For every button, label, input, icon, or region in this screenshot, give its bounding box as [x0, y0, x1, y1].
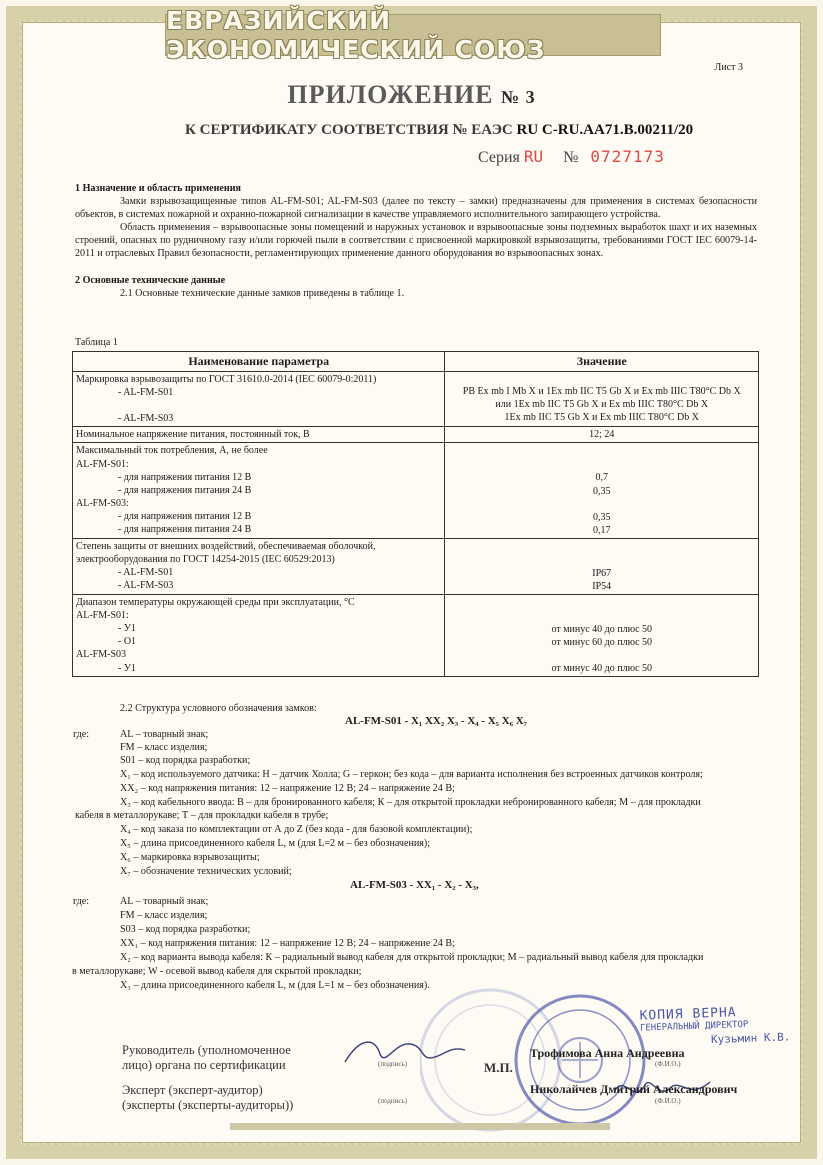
legend-line: S01 – код порядка разработки; [120, 755, 251, 766]
row-value: или 1Ex mb IIC T5 Gb X и Ex mb IIIC T80°C Db X [495, 399, 709, 411]
copy-certified-stamp [639, 1004, 790, 1048]
section1-paragraph1: Замки взрывозащищенные типов AL-FM-S01; AL-FM-S03 (далее по тексту – замки) предназначены для применения в системах безопасности объектов, в системах пожарной и охранно-пожарной сигнализации в качестве управляемого исполнительного запирающего устройства. [75, 196, 757, 221]
row-value: 0,7 [595, 472, 608, 484]
table-row [73, 538, 759, 594]
spec-table [72, 351, 759, 677]
form-number: 0727173 [590, 147, 665, 166]
series-line [478, 147, 665, 167]
row-param: Максимальный ток потребления, А, не более [76, 445, 268, 457]
legend-line: X₄ – код заказа по комплектации от А до Z (без кода - для базовой комплектации); [120, 824, 473, 835]
series-label: Серия [478, 149, 520, 166]
row-sub: - О1 [118, 636, 137, 648]
row-value: 12; 24 [445, 427, 759, 443]
signature-caption: (подпись) [378, 1060, 408, 1068]
series-code: RU [523, 147, 544, 166]
fio-caption: (Ф.И.О.) [655, 1060, 681, 1068]
formula-s03: AL-FM-S03 - XX₁ - X₂ - X₃, [350, 879, 479, 891]
column-header-parameter: Наименование параметра [73, 352, 445, 372]
legend-line: FM – класс изделия; [120, 910, 208, 921]
expert-label-line2: (эксперты (эксперты-аудиторы)) [122, 1098, 294, 1112]
legend-line: кабеля в металлорукаве; Т – для прокладки кабеля в трубе; [75, 810, 329, 821]
where-label: где: [73, 896, 90, 907]
legend-line: X₁ – код используемого датчика: Н – датчик Холла; G – геркон; без кода – для варианта исполнения без встроенных датчиков контроля; [120, 769, 703, 780]
row-sub: - AL-FM-S03 [118, 580, 174, 592]
stamp-line: Кузьмин К.В. [710, 1030, 791, 1047]
row-sub: - У1 [118, 662, 136, 674]
row-sub: AL-FM-S01: [76, 458, 129, 470]
section2-paragraph1: 2.1 Основные технические данные замков приведены в таблице 1. [120, 287, 405, 299]
table-row [73, 443, 759, 538]
row-sub: AL-FM-S01: [76, 610, 129, 622]
row-sub: - AL-FM-S01 [118, 567, 174, 579]
legend-line: X₃ – код кабельного ввода: В – для бронированного кабеля; К – для открытой прокладки небронированного кабеля; М – для прокладки [120, 797, 701, 808]
row-sub: - для напряжения питания 24 В [118, 484, 252, 496]
row-value: 0,35 [592, 511, 611, 523]
certificate-prefix: К СЕРТИФИКАТУ СООТВЕТСТВИЯ № ЕАЭС [185, 122, 513, 138]
table-caption: Таблица 1 [75, 337, 118, 348]
sheet-number: Лист 3 [714, 62, 743, 73]
row-sub: AL-FM-S03 [76, 649, 127, 661]
certificate-number: RU C-RU.AA71.B.00211/20 [516, 122, 694, 138]
head-label [122, 1043, 291, 1073]
body-text [75, 182, 757, 300]
legend-line: X₅ – длина присоединенного кабеля L, м (для L=2 м – без обозначения); [120, 838, 431, 849]
row-sub: - У1 [118, 623, 136, 635]
row-param: Номинальное напряжение питания, постоянный ток, В [73, 427, 445, 443]
seal-place-label: М.П. [484, 1060, 513, 1075]
appendix-title [0, 80, 823, 110]
row-sub: - AL-FM-S01 [118, 387, 174, 399]
row-value: IP54 [592, 580, 612, 592]
row-value: 0,17 [592, 524, 611, 536]
appendix-word: ПРИЛОЖЕНИЕ [287, 80, 494, 109]
expert-label-line1: Эксперт (эксперт-аудитор) [122, 1083, 263, 1097]
row-param: электрооборудования по ГОСТ 14254-2015 (IEC 60529:2013) [76, 553, 335, 565]
head-name: Трофимова Анна Андреевна [530, 1046, 685, 1060]
section1-title: 1 Назначение и область применения [75, 183, 241, 194]
row-value: 0,35 [592, 485, 611, 497]
row-value: от минус 40 до плюс 50 [551, 624, 653, 636]
legend-line: X₂ – код варианта вывода кабеля: К – радиальный вывод кабеля для открытой прокладки; М – радиальный вывод кабеля для прокладки [120, 952, 704, 963]
fio-caption: (Ф.И.О.) [655, 1097, 681, 1105]
table-header-row [73, 352, 759, 372]
legend-line: X₃ – длина присоединенного кабеля L, м (для L=1 м – без обозначения). [120, 980, 430, 991]
row-sub: - для напряжения питания 12 В [118, 510, 252, 522]
legend-line: X₆ – маркировка взрывозащиты; [120, 852, 260, 863]
expert-name: Николайчев Дмитрий Александрович [530, 1082, 738, 1096]
eaeu-banner [165, 6, 661, 64]
legend-line: XX₁ – код напряжения питания: 12 – напряжение 12 В; 24 – напряжение 24 В; [120, 938, 455, 949]
legend-line: X₇ – обозначение технических условий; [120, 866, 292, 877]
stamp-line: КОПИЯ ВЕРНА [639, 1005, 737, 1024]
row-sub: - AL-FM-S03 [118, 413, 174, 425]
signature-caption: (подпись) [378, 1097, 408, 1105]
table-row [73, 372, 759, 427]
head-label-line1: Руководитель (уполномоченное [122, 1043, 291, 1057]
legend-line: в металлорукаве; W - осевой вывод кабеля для скрытой прокладки; [72, 966, 362, 977]
stamp-line: ГЕНЕРАЛЬНЫЙ ДИРЕКТОР [639, 1019, 749, 1034]
row-value: от минус 40 до плюс 50 [551, 663, 653, 675]
column-header-value: Значение [445, 352, 759, 372]
expert-label [122, 1083, 293, 1113]
section1-paragraph2: Область применения – взрывоопасные зоны помещений и наружных установок и взрывоопасные зоны подземных выработок шахт и их наземных строений, опасных по рудничному газу и/или горючей пыли в соответствии с присвоенной маркировкой взрывозащиты, требованиями ГОСТ IEC 60079-14-2011 и отраслевых Правил безопасности, регламентирующих применение данного оборудования во взрывоопасных зонах. [75, 222, 757, 260]
legend-line: FM – класс изделия; [120, 742, 208, 753]
head-label-line2: лицо) органа по сертификации [122, 1058, 286, 1072]
legend-line: AL – товарный знак; [120, 729, 209, 740]
footer-printer-strip [230, 1123, 610, 1130]
legend-line: S03 – код порядка разработки; [120, 924, 251, 935]
table-row [73, 595, 759, 677]
legend-line: AL – товарный знак; [120, 896, 209, 907]
certificate-line [185, 122, 693, 139]
row-sub: - для напряжения питания 24 В [118, 524, 252, 536]
row-value: от минус 60 до плюс 50 [551, 637, 653, 649]
form-number-label: № [563, 149, 579, 166]
appendix-number: № 3 [501, 87, 536, 107]
row-param: Маркировка взрывозащиты по ГОСТ 31610.0-2014 (IEC 60079-0:2011) [76, 374, 377, 386]
table-row [73, 427, 759, 443]
structure-intro: 2.2 Структура условного обозначения замков: [120, 703, 317, 714]
row-value: IP67 [592, 567, 612, 579]
row-param: Диапазон температуры окружающей среды при эксплуатации, °С [76, 597, 355, 609]
row-value: 1Ex mb IIC T5 Gb X и Ex mb IIIC T80°C Db X [504, 412, 699, 424]
formula-s01: AL-FM-S01 - X₁ XX₂ X₃ - X₄ - X₅ X₆ X₇ [345, 715, 527, 727]
row-value: PB Ex mb I Mb X и 1Ex mb IIC T5 Gb X и Ex mb IIIC T80°C Db X [462, 386, 741, 398]
row-sub: - для напряжения питания 12 В [118, 471, 252, 483]
where-label: где: [73, 729, 90, 740]
legend-line: XX₂ – код напряжения питания: 12 – напряжение 12 В; 24 – напряжение 24 В; [120, 783, 455, 794]
banner-title: ЕВРАЗИЙСКИЙ ЭКОНОМИЧЕСКИЙ СОЮЗ [166, 6, 546, 64]
row-sub: AL-FM-S03: [76, 497, 129, 509]
section2-title: 2 Основные технические данные [75, 274, 226, 286]
row-param: Степень защиты от внешних воздействий, обеспечиваемая оболочкой, [76, 540, 376, 552]
